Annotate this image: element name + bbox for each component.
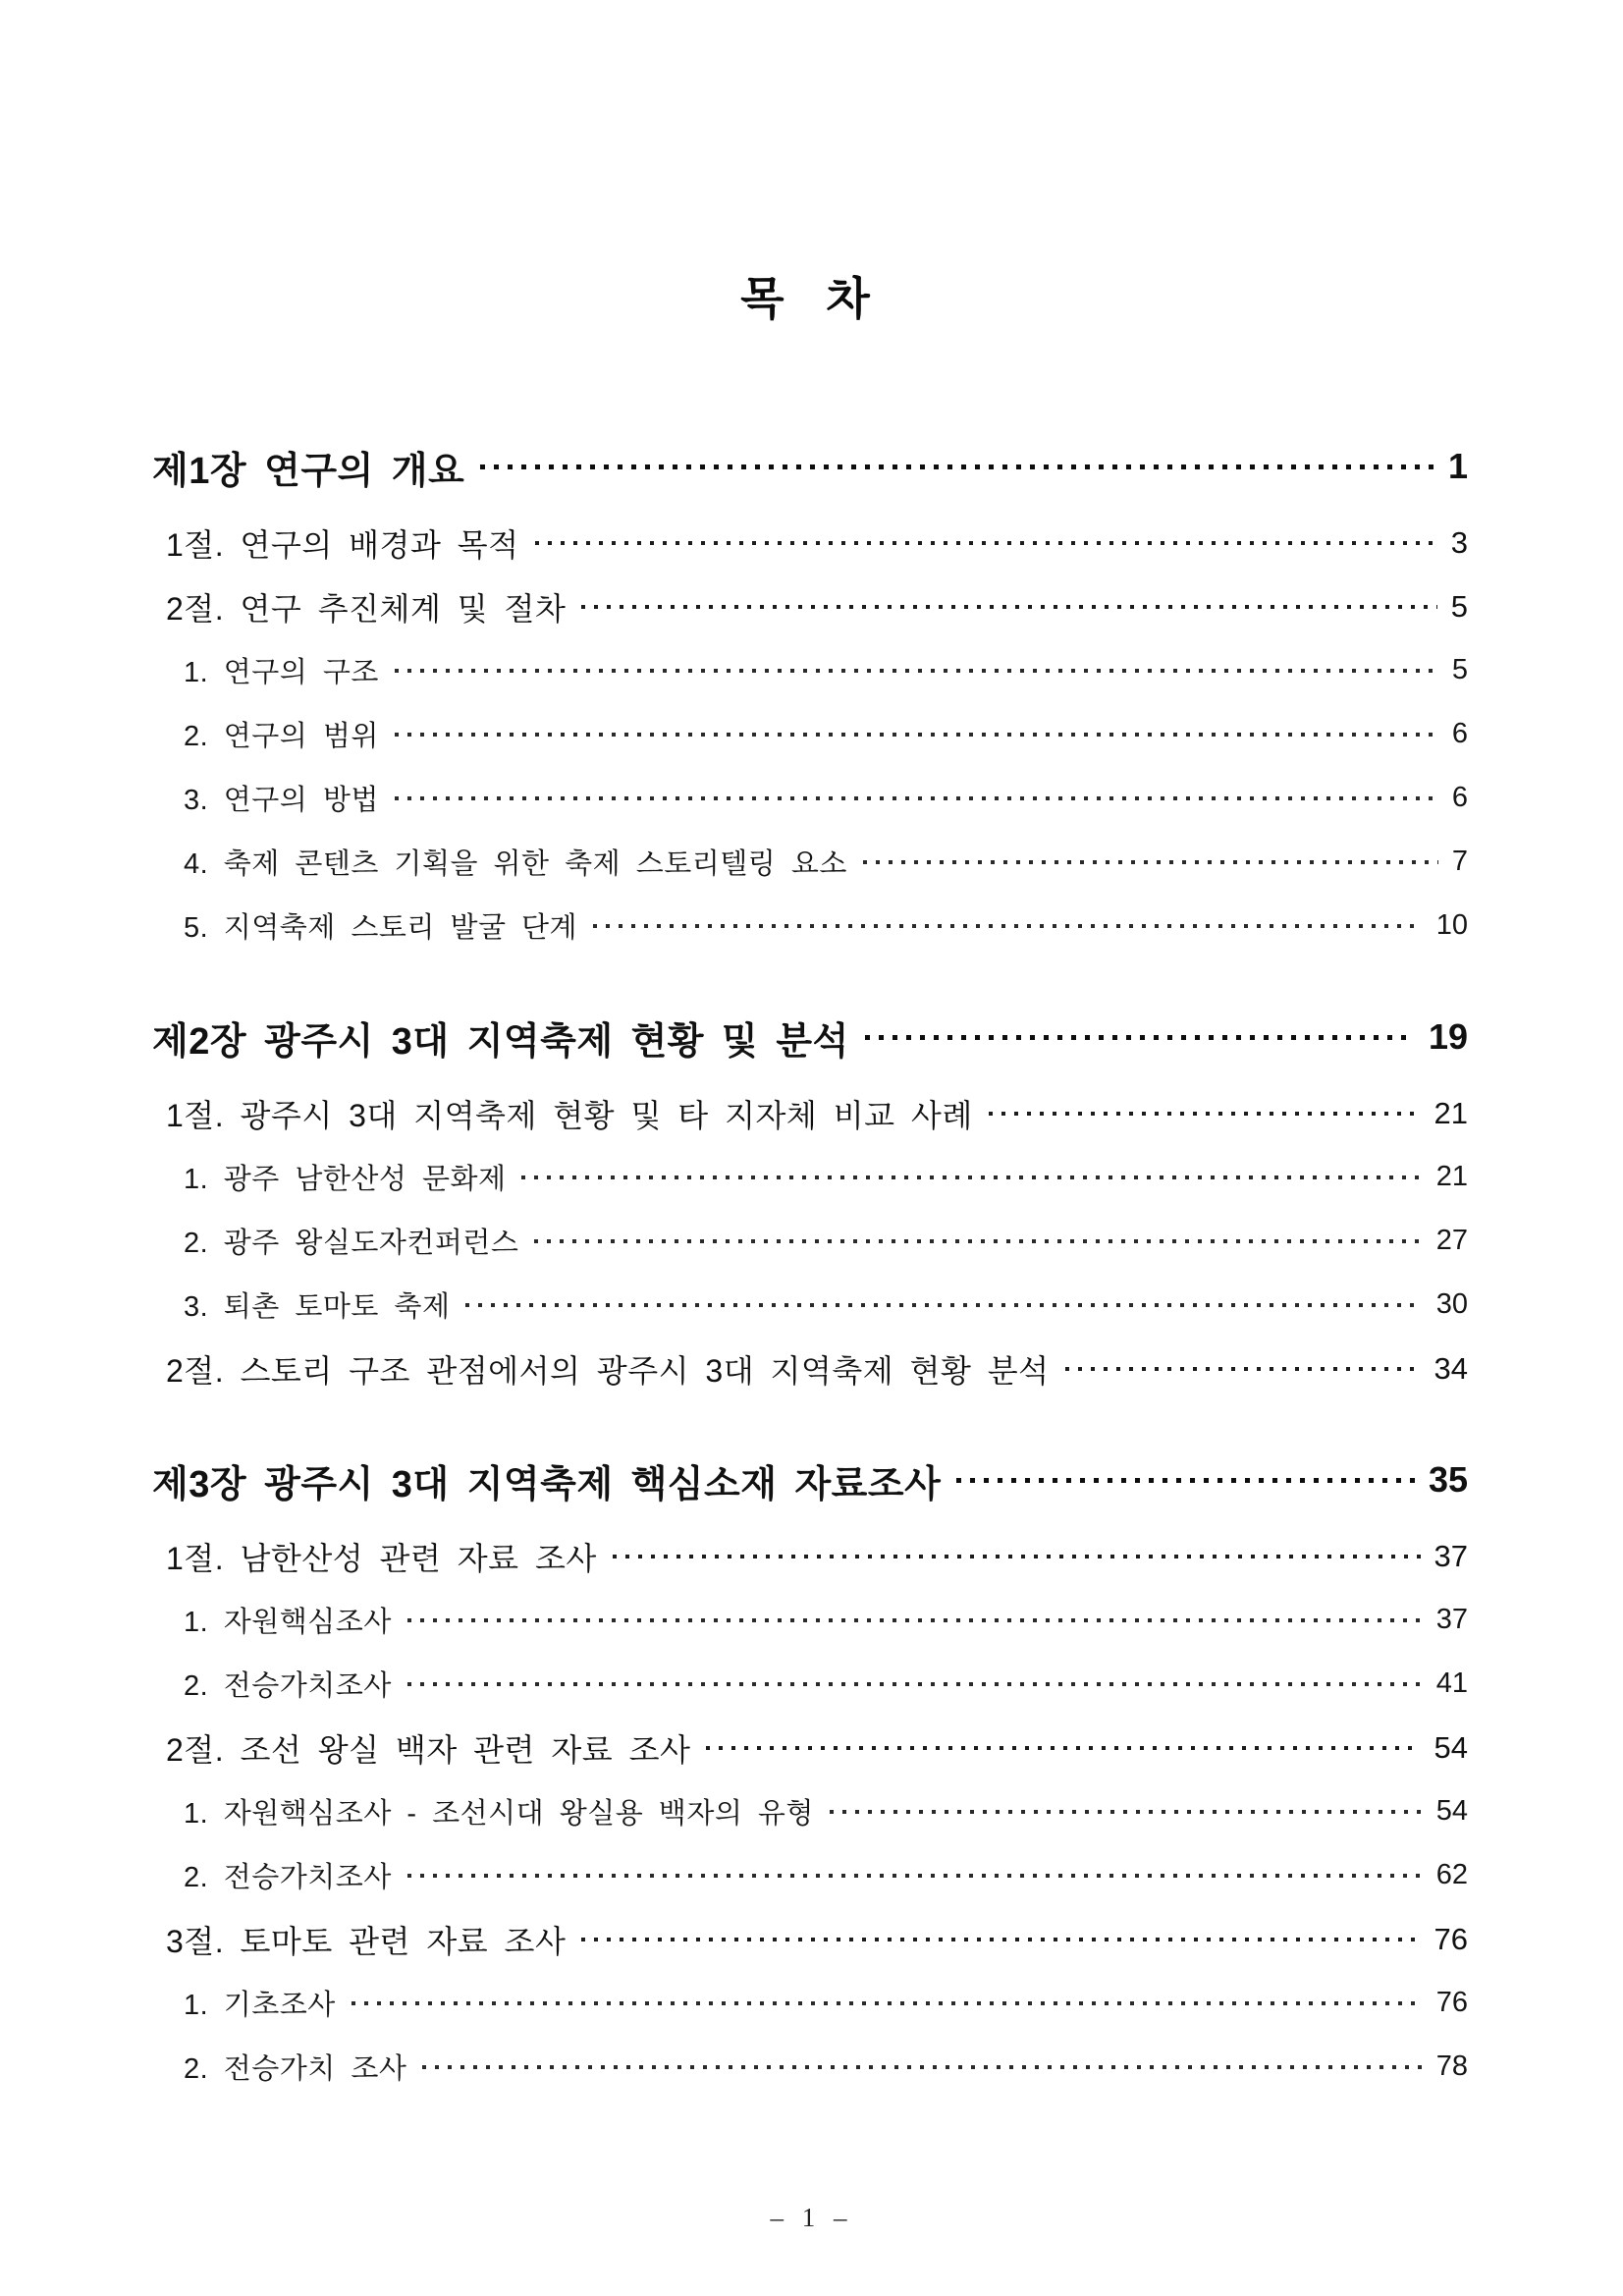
toc-entry-page: 37	[1434, 1538, 1468, 1573]
toc-entry-label: 1. 기초조사	[184, 1990, 336, 2021]
toc-entry	[152, 1779, 1468, 1843]
toc-entry	[152, 1337, 1468, 1400]
toc-entry-page: 10	[1435, 909, 1468, 941]
dot-leader	[534, 1239, 1422, 1243]
dot-leader	[706, 1746, 1420, 1750]
toc-entry-page: 35	[1428, 1459, 1468, 1500]
toc-entry	[152, 1081, 1468, 1145]
toc-entry	[152, 1716, 1468, 1779]
dot-leader	[593, 924, 1423, 928]
toc-entry-label: 1. 자원핵심조사	[184, 1607, 392, 1638]
toc-entry	[152, 894, 1468, 957]
toc-entry-label: 5. 지역축제 스토리 발굴 단계	[184, 912, 578, 944]
toc-entry-label: 2. 전승가치조사	[184, 1862, 392, 1893]
toc-entry	[152, 766, 1468, 830]
toc-entry	[152, 830, 1468, 894]
toc-entry	[152, 574, 1468, 638]
toc-entry-label: 2절. 조선 왕실 백자 관련 자료 조사	[166, 1731, 691, 1768]
toc-entry	[152, 430, 1468, 503]
dot-leader	[581, 605, 1436, 609]
page-title: 목 차	[740, 273, 880, 324]
dot-leader	[407, 1682, 1423, 1686]
toc-entry	[152, 1273, 1468, 1337]
toc-entry-label: 1절. 광주시 3대 지역축제 현황 및 타 지자체 비교 사례	[166, 1097, 973, 1133]
toc-entry	[152, 702, 1468, 766]
toc-entry	[152, 511, 1468, 574]
dot-leader	[422, 2065, 1422, 2069]
toc-entry-page: 37	[1435, 1604, 1468, 1635]
dot-leader	[407, 1618, 1423, 1622]
toc-entry-label: 제3장 광주시 3대 지역축제 핵심소재 자료조사	[152, 1463, 942, 1505]
toc-entry-label: 2. 전승가치조사	[184, 1670, 392, 1702]
dot-leader	[521, 1175, 1422, 1179]
toc-entry	[152, 1971, 1468, 2035]
dot-leader	[613, 1555, 1421, 1558]
dot-leader	[395, 733, 1438, 737]
toc-entry	[152, 1145, 1468, 1209]
toc-entry-page: 6	[1451, 782, 1468, 813]
toc-entry	[152, 1843, 1468, 1907]
toc-entry-page: 3	[1450, 524, 1468, 560]
toc-entry-page: 21	[1434, 1095, 1468, 1130]
toc-entry-label: 1절. 남한산성 관련 자료 조사	[166, 1540, 597, 1576]
dot-leader	[865, 1035, 1415, 1040]
toc-entry-label: 제2장 광주시 3대 지역축제 현황 및 분석	[152, 1020, 849, 1063]
toc-entry-label: 2절. 스토리 구조 관점에서의 광주시 3대 지역축제 현황 분석	[166, 1352, 1050, 1389]
toc-entry-page: 78	[1435, 2050, 1468, 2082]
toc-entry-label: 1. 광주 남한산성 문화제	[184, 1164, 507, 1195]
toc-entry	[152, 1444, 1468, 1516]
toc-entry-label: 3. 퇴촌 토마토 축제	[184, 1291, 451, 1323]
toc-entry-label: 1절. 연구의 배경과 목적	[166, 526, 519, 563]
toc-entry	[152, 1209, 1468, 1273]
toc-entry	[152, 2035, 1468, 2099]
toc-entry-page: 54	[1434, 1729, 1468, 1765]
toc-entry-page: 76	[1434, 1921, 1468, 1956]
toc-entry-page: 5	[1451, 654, 1468, 685]
dot-leader	[480, 465, 1434, 469]
dot-leader	[989, 1112, 1421, 1116]
dot-leader	[352, 2001, 1423, 2005]
toc-entry-label: 1. 연구의 구조	[184, 657, 379, 688]
toc-entry-label: 1. 자원핵심조사 - 조선시대 왕실용 백자의 유형	[184, 1798, 814, 1830]
toc-entry-page: 19	[1428, 1016, 1468, 1057]
dot-leader	[535, 541, 1437, 545]
dot-leader	[956, 1478, 1415, 1483]
toc-entry-label: 2. 전승가치 조사	[184, 2053, 407, 2085]
page-number-footer: – 1 –	[770, 2203, 853, 2232]
dot-leader	[863, 860, 1438, 864]
toc-entry-page: 34	[1434, 1350, 1468, 1386]
toc-entry-page: 62	[1435, 1859, 1468, 1890]
toc-entry-label: 3절. 토마토 관련 자료 조사	[166, 1923, 567, 1959]
toc-list	[152, 430, 1468, 2099]
toc-entry-page: 5	[1450, 588, 1468, 624]
toc-entry-page: 41	[1435, 1667, 1468, 1699]
toc-entry-page: 76	[1435, 1987, 1468, 2018]
toc-entry-page: 7	[1451, 846, 1468, 877]
toc-entry-label: 제1장 연구의 개요	[152, 450, 465, 492]
dot-leader	[395, 669, 1438, 673]
toc-entry-label: 2. 광주 왕실도자컨퍼런스	[184, 1228, 519, 1259]
dot-leader	[395, 796, 1438, 800]
toc-entry	[152, 1588, 1468, 1652]
toc-entry	[152, 1001, 1468, 1073]
dot-leader	[407, 1874, 1423, 1878]
dot-leader	[581, 1938, 1420, 1941]
toc-entry-page: 30	[1435, 1288, 1468, 1320]
dot-leader	[465, 1303, 1422, 1307]
toc-entry	[152, 638, 1468, 702]
dot-leader	[1065, 1367, 1421, 1371]
dot-leader	[830, 1810, 1423, 1814]
toc-entry	[152, 1524, 1468, 1588]
toc-entry-page: 27	[1435, 1225, 1468, 1256]
toc-entry-label: 3. 연구의 방법	[184, 785, 379, 816]
toc-entry	[152, 1652, 1468, 1716]
toc-entry-label: 4. 축제 콘텐츠 기획을 위한 축제 스토리텔링 요소	[184, 848, 847, 880]
toc-entry-page: 6	[1451, 718, 1468, 749]
toc-entry-page: 54	[1435, 1795, 1468, 1827]
toc-entry	[152, 1907, 1468, 1971]
toc-entry-label: 2. 연구의 범위	[184, 721, 379, 752]
toc-entry-page: 21	[1435, 1161, 1468, 1192]
toc-entry-label: 2절. 연구 추진체계 및 절차	[166, 590, 567, 627]
toc-entry-page: 1	[1447, 446, 1468, 486]
